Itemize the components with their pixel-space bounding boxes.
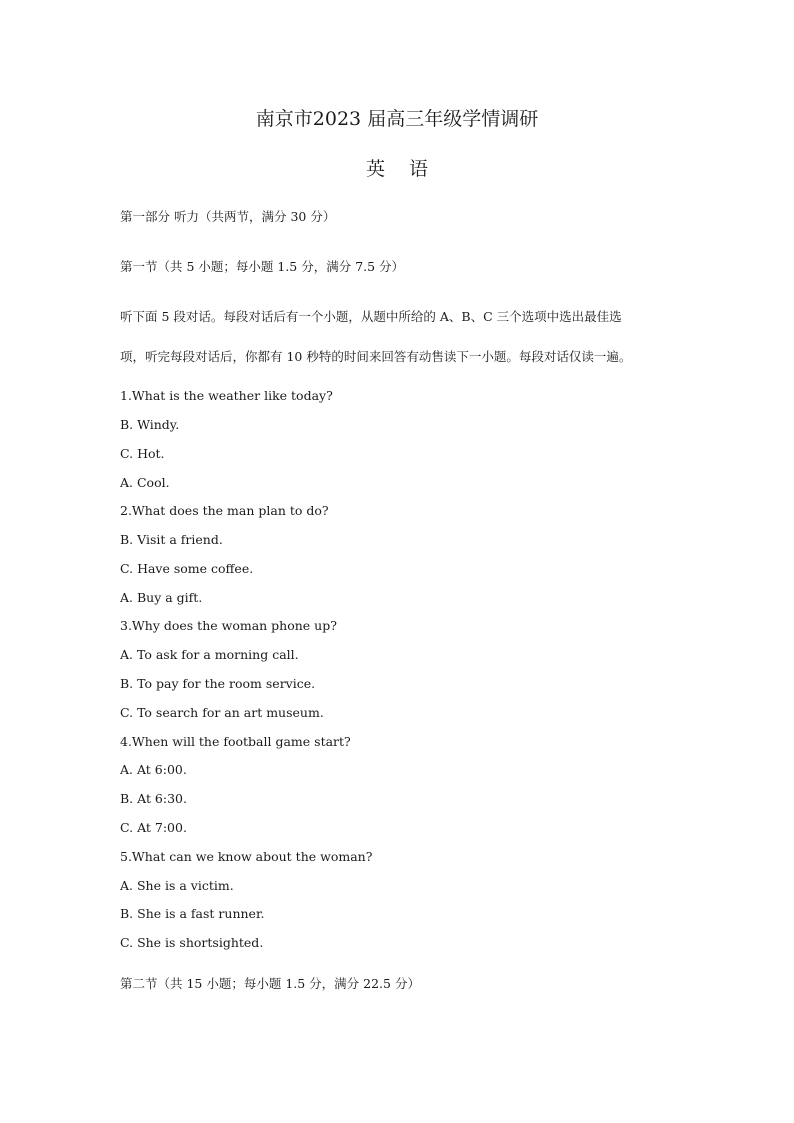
question-4: 4.When will the football game start? [120, 734, 351, 749]
q3-option: C. To search for an art museum. [120, 705, 324, 720]
q4-option: B. At 6:30. [120, 791, 187, 806]
question-2: 2.What does the man plan to do? [120, 503, 329, 518]
exam-title: 南京市2023 届高三年级学情调研 [255, 108, 539, 130]
q3-option: B. To pay for the room service. [120, 676, 316, 691]
q5-option: A. She is a victim. [120, 878, 234, 893]
q1-option: A. Cool. [120, 475, 170, 490]
q5-option: C. She is shortsighted. [120, 935, 264, 950]
q4-option: C. At 7:00. [120, 820, 187, 835]
q1-option: B. Windy. [120, 417, 180, 432]
part-heading: 第一部分 听力（共两节，满分 30 分） [120, 209, 336, 224]
question-5: 5.What can we know about the woman? [120, 849, 373, 864]
question-3: 3.Why does the woman phone up? [120, 618, 337, 633]
section2-heading: 第二节（共 15 小题；每小题 1.5 分，满分 22.5 分） [120, 976, 420, 991]
question-1: 1.What is the weather like today? [120, 388, 333, 403]
q3-option: A. To ask for a morning call. [120, 647, 299, 662]
instructions-line-2: 项，听完每段对话后，你都有 10 秒特的时间来回答有动售读下一小题。每段对话仅读一遍。 [120, 349, 632, 364]
instructions-line-1: 听下面 5 段对话。每段对话后有一个小题，从题中所给的 A、B、C 三个选项中选出最佳选 [120, 309, 622, 324]
subject-title: 英语 [365, 158, 452, 180]
q4-option: A. At 6:00. [120, 762, 187, 777]
section1-heading: 第一节（共 5 小题；每小题 1.5 分，满分 7.5 分） [120, 259, 405, 274]
q5-option: B. She is a fast runner. [120, 906, 265, 921]
q2-option: A. Buy a gift. [120, 590, 203, 605]
q2-option: C. Have some coffee. [120, 561, 254, 576]
q2-option: B. Visit a friend. [120, 532, 223, 547]
q1-option: C. Hot. [120, 446, 165, 461]
